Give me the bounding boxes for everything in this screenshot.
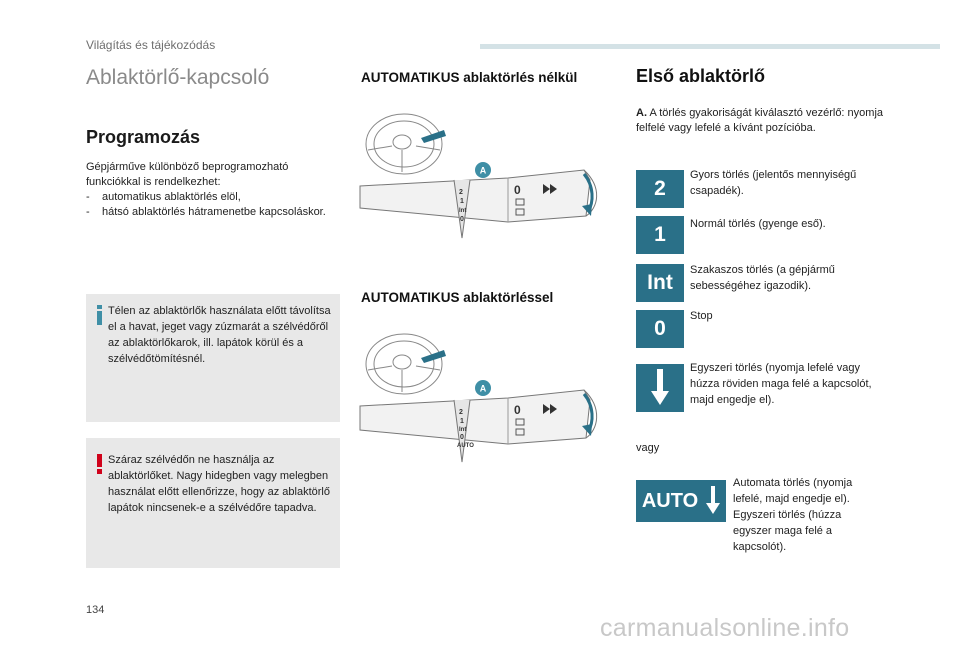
position-2-desc: Gyors törlés (jelentős mennyiségű csapadék). [690,169,857,197]
single-wipe-tile [636,364,684,412]
down-arrow-icon [706,486,720,516]
watermark: carmanualsonline.info [600,614,850,642]
list-item: - automatikus ablaktörlés elöl, [86,190,336,205]
stalk-illustration-with-auto [358,326,598,466]
front-wiper-intro [636,106,886,136]
or-text: vagy [636,442,660,454]
auto-tile [636,480,726,522]
without-auto-heading: AUTOMATIKUS ablaktörlés nélkül [361,70,578,85]
warning-note-text: Száraz szélvédőn ne használja az ablaktörlőket. Nagy hidegben vagy melegben használat előtt ellenőrizze, hogy az ablaktörlő lapátok nincsenek-e a szélvédőre tapadva. [108,454,330,514]
warning-note [86,438,340,568]
programming-list [86,190,336,220]
auto-desc: Automata törlés (nyomja lefelé, majd engedje el). Egyszeri törlés (húzza egyszer maga felé a kapcsolót). [733,477,853,553]
single-wipe-desc: Egyszeri törlés (nyomja lefelé vagy húzza röviden maga felé a kapcsolót, majd engedje el). [690,362,872,406]
down-arrow-icon [651,369,669,407]
info-note [86,294,340,422]
stalk-label: 2 [459,409,463,416]
stalk-label: 2 [459,189,463,196]
stalk-label: Int [459,427,467,433]
svg-text:0: 0 [514,183,521,197]
intro-label: A. [636,107,647,119]
intro-text: A törlés gyakoriságát kiválasztó vezérlő: nyomja felfelé vagy lefelé a kívánt pozícióba. [636,107,884,134]
stalk-label: 0 [460,434,464,441]
programming-intro: Gépjárműve különböző beprogramozható funkciókkal is rendelkezhet: [86,161,289,188]
front-wiper-heading: Első ablaktörlő [636,66,766,86]
info-note-text: Télen az ablaktörlők használata előtt távolítsa el a havat, jeget vagy zúzmarát a szélvédőről az ablaktörlőkarok, ill. lapátok körül és a szélvédőtömítésnél. [108,305,331,365]
stalk-label: 0 [460,216,464,223]
position-int-desc: Szakaszos törlés (a gépjármű sebességéhez igazodik). [690,264,835,292]
position-0-desc: Stop [690,310,713,322]
svg-text:0: 0 [514,403,521,417]
stalk-label: 1 [460,418,464,425]
stalk-illustration-without-auto [358,108,598,243]
warning-icon [96,454,103,474]
position-1-tile: 1 [636,216,684,254]
header-rule [480,44,940,49]
position-int-tile: Int [636,264,684,302]
position-2-tile: 2 [636,170,684,208]
page-number: 134 [86,604,105,616]
auto-label: AUTO [641,489,699,512]
callout-a: A [479,383,487,394]
position-0-tile: 0 [636,310,684,348]
stalk-label: Int [459,208,467,214]
page-title: Ablaktörlő-kapcsoló [86,66,270,89]
list-item: - hátsó ablaktörlés hátramenetbe kapcsoláskor. [86,205,336,220]
callout-a: A [479,165,487,176]
info-icon [95,305,104,325]
programming-heading: Programozás [86,127,201,147]
section-header: Világítás és tájékozódás [86,38,216,52]
stalk-label: AUTO [457,443,474,449]
stalk-label: 1 [460,198,464,205]
position-1-desc: Normál törlés (gyenge eső). [690,218,826,230]
with-auto-heading: AUTOMATIKUS ablaktörléssel [361,290,554,305]
